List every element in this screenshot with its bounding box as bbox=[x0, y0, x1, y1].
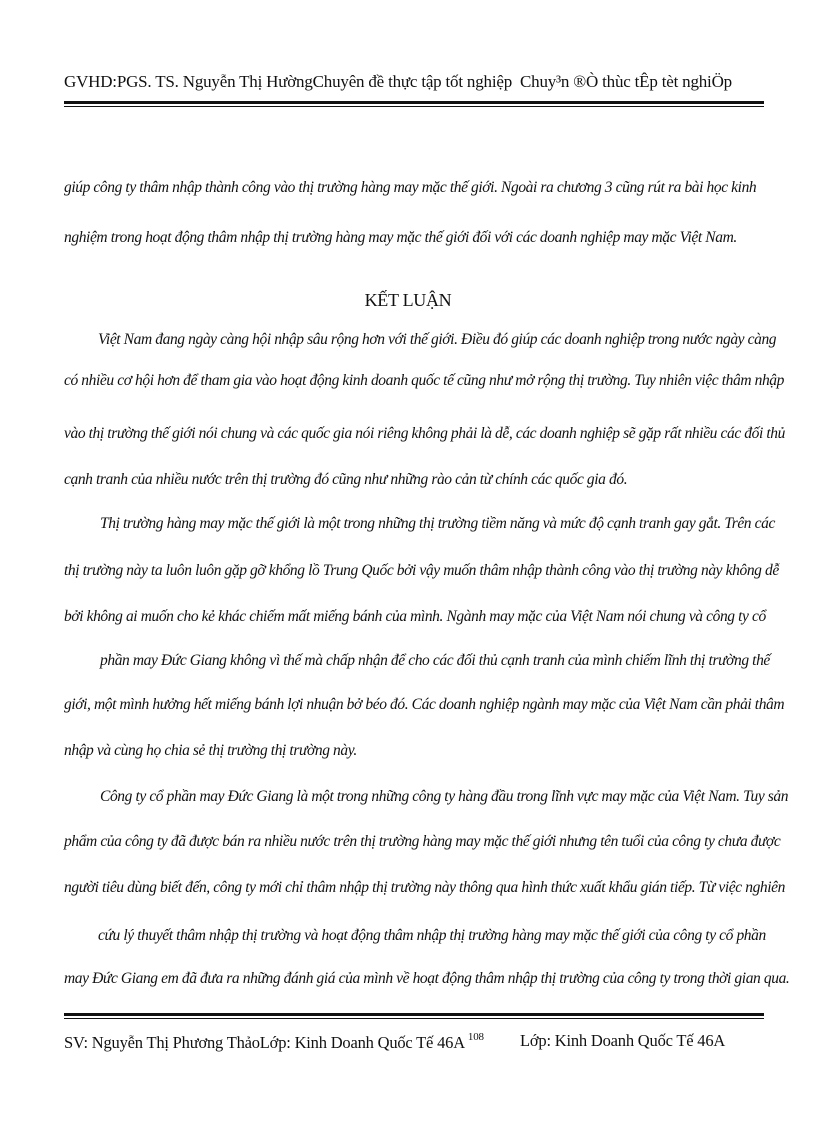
footer-rule-thick bbox=[64, 1013, 764, 1016]
text-line: bởi không ai muốn cho kẻ khác chiếm mất miếng bánh của mình. Ngành may mặc của Việt Nam nói chung và công ty cổ bbox=[64, 608, 766, 625]
footer-left bbox=[64, 1031, 484, 1053]
text-line: người tiêu dùng biết đến, công ty mới chỉ thâm nhập thị trường này thông qua hình thức xuất khẩu gián tiếp. Từ việc nghiên bbox=[64, 879, 786, 896]
footer-left-text: SV: Nguyễn Thị Phương ThảoLớp: Kinh Doanh Quốc Tế 46A bbox=[64, 1033, 465, 1052]
text-line: cạnh tranh của nhiều nước trên thị trường đó cũng như những rào cản từ chính các quốc gia đó. bbox=[64, 471, 628, 488]
header-right-text: Chuy³n ®Ò thùc tÊp tèt nghiÖp bbox=[520, 72, 732, 91]
text-line: nghiệm trong hoạt động thâm nhập thị trường hàng may mặc thế giới đối với các doanh nghiệp may mặc Việt Nam. bbox=[64, 229, 737, 246]
text-line: Công ty cổ phần may Đức Giang là một trong những công ty hàng đầu trong lĩnh vực may mặc của Việt Nam. Tuy sản bbox=[100, 788, 789, 805]
text-line: may Đức Giang em đã đưa ra những đánh giá của mình về hoạt động thâm nhập thị trường của công ty trong thời gian qua. bbox=[64, 970, 790, 987]
header-left-text: GVHD:PGS. TS. Nguyễn Thị HườngChuyên đề thực tập tốt nghiệp bbox=[64, 72, 512, 91]
text-line: nhập và cùng họ chia sẻ thị trường thị trường này. bbox=[64, 742, 357, 759]
text-line: vào thị trường thế giới nói chung và các quốc gia nói riêng không phải là dễ, các doanh nghiệp sẽ gặp rất nhiều các đối thủ bbox=[64, 425, 785, 442]
page-footer bbox=[64, 1031, 764, 1055]
section-heading: KẾT LUẬN bbox=[364, 290, 452, 310]
text-line: Thị trường hàng may mặc thế giới là một trong những thị trường tiềm năng và mức độ cạnh tranh gay gắt. Trên các bbox=[100, 515, 775, 532]
footer-rule-thin bbox=[64, 1018, 764, 1019]
text-line: Việt Nam đang ngày càng hội nhập sâu rộng hơn với thế giới. Điều đó giúp các doanh nghiệp trong nước ngày càng bbox=[98, 331, 777, 348]
text-line: phần may Đức Giang không vì thế mà chấp nhận để cho các đối thủ cạnh tranh của mình chiếm lĩnh thị trường thế bbox=[100, 652, 770, 669]
text-line: thị trường này ta luôn luôn gặp gỡ khổng lồ Trung Quốc bởi vậy muốn thâm nhập thành công vào thị trường này không dễ bbox=[64, 562, 779, 579]
footer-right-text: Lớp: Kinh Doanh Quốc Tế 46A bbox=[520, 1031, 726, 1050]
text-line: giúp công ty thâm nhập thành công vào thị trường hàng may mặc thế giới. Ngoài ra chương 3 cũng rút ra bài học kinh bbox=[64, 179, 757, 196]
document-body bbox=[64, 0, 790, 1123]
page-number: 108 bbox=[467, 1031, 484, 1043]
text-line: giới, một mình hưởng hết miếng bánh lợi nhuận bở béo đó. Các doanh nghiệp ngành may mặc của Việt Nam cần phải thâm bbox=[64, 696, 785, 713]
text-line: có nhiều cơ hội hơn để tham gia vào hoạt động kinh doanh quốc tế cũng như mở rộng thị trường. Tuy nhiên việc thâm nhập bbox=[64, 372, 785, 389]
text-line: phẩm của công ty đã được bán ra nhiều nước trên thị trường hàng may mặc thế giới nhưng tên tuổi của công ty chưa được bbox=[64, 833, 781, 850]
text-line: cứu lý thuyết thâm nhập thị trường và hoạt động thâm nhập thị trường hàng may mặc thế giới của công ty cổ phần bbox=[98, 927, 766, 944]
